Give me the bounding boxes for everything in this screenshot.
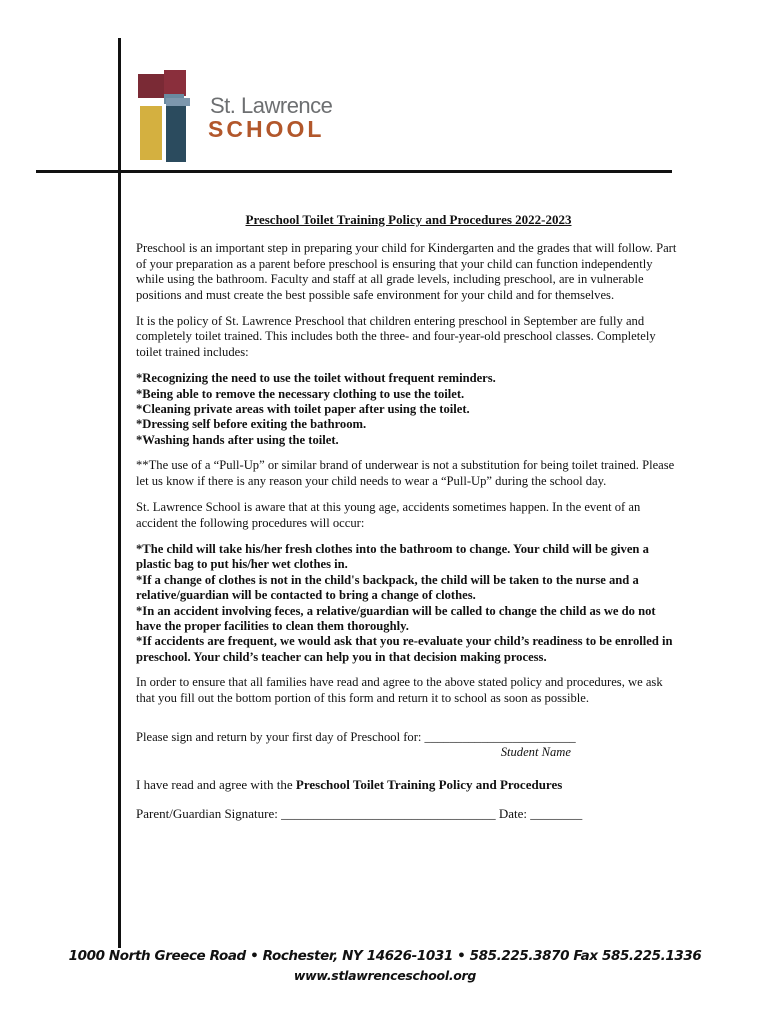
footer-website[interactable]: www.stlawrenceschool.org	[293, 968, 477, 983]
footer-address: 1000 North Greece Road • Rochester, NY 14626-1031 • 585.225.3870 Fax 585.225.1336	[68, 948, 702, 964]
requirement-item: *Dressing self before exiting the bathroom.	[136, 417, 367, 432]
requirement-item: *Cleaning private areas with toilet paper after using the toilet.	[136, 402, 470, 417]
logo-school: SCHOOL	[208, 116, 325, 142]
agreement-statement	[136, 777, 681, 792]
procedure-item: *The child will take his/her fresh clothes into the bathroom to change. Your child will be given a plastic bag to put his/her wet clothes in.	[136, 541, 649, 572]
procedure-item: *In an accident involving feces, a relative/guardian will be called to change the child as we do not have the proper facilities to clean them thoroughly.	[136, 603, 656, 633]
document-title: Preschool Toilet Training Policy and Procedures 2022-2023	[245, 212, 572, 227]
closing-paragraph: In order to ensure that all families have read and agree to the above stated policy and procedures, we ask that you fill out the bottom portion of this form and return it to school as soon as possible.	[136, 675, 663, 705]
agree-policy-name: Preschool Toilet Training Policy and Procedures	[295, 776, 563, 792]
logo-block-teal	[166, 104, 186, 162]
policy-paragraph: It is the policy of St. Lawrence Preschool that children entering preschool in September are fully and completely toilet trained. This includes both the three- and four-year-old preschool classes. Completely toilet trained includes:	[136, 314, 656, 359]
horizontal-rule	[36, 170, 672, 173]
requirement-item: *Washing hands after using the toilet.	[136, 432, 339, 447]
logo-name: St. Lawrence	[210, 93, 333, 118]
logo-block-maroon-top	[164, 70, 186, 96]
student-name-row	[136, 730, 681, 761]
accidents-intro: St. Lawrence School is aware that at this young age, accidents sometimes happen. In the event of an accident the following procedures will occur:	[136, 500, 641, 530]
logo-block-gold	[140, 106, 162, 160]
pullup-note: **The use of a “Pull-Up” or similar brand of underwear is not a substitution for being toilet trained. Please let us know if there is any reason your child needs to wear a “Pull-Up” during the school day.	[136, 458, 675, 488]
procedure-item: *If a change of clothes is not in the child's backpack, the child will be taken to the nurse and a relative/guardian will be contacted to bring a change of clothes.	[136, 572, 639, 603]
requirement-item: *Being able to remove the necessary clothing to use the toilet.	[136, 386, 465, 401]
document-body	[136, 212, 681, 822]
logo-block-blue-small	[166, 98, 190, 106]
requirements-list	[136, 371, 681, 448]
agree-prefix: I have read and agree with the	[136, 776, 296, 792]
procedure-item: *If accidents are frequent, we would ask that you re-evaluate your child’s readiness to be enrolled in preschool. Your child’s teacher can help you in that decision making process.	[136, 634, 673, 664]
logo-block-maroon	[138, 74, 164, 98]
procedures-list	[136, 542, 681, 665]
student-name-label: Student Name	[500, 745, 571, 760]
intro-paragraph: Preschool is an important step in preparing your child for Kindergarten and the grades that will follow. Part of your preparation as a parent before preschool is ensuring that your child can function independently while using the bathroom. Faculty and staff at all grade levels, including preschool, are in vulnerable positions and must create the best possible safe environment for your child and for themselves.	[136, 241, 677, 302]
sign-return-line[interactable]: Please sign and return by your first day of Preschool for: ________________________	[136, 729, 576, 744]
signature-line[interactable]: Parent/Guardian Signature: _________________________________ Date: ________	[136, 806, 583, 822]
vertical-rule	[118, 38, 121, 948]
requirement-item: *Recognizing the need to use the toilet without frequent reminders.	[136, 371, 496, 386]
